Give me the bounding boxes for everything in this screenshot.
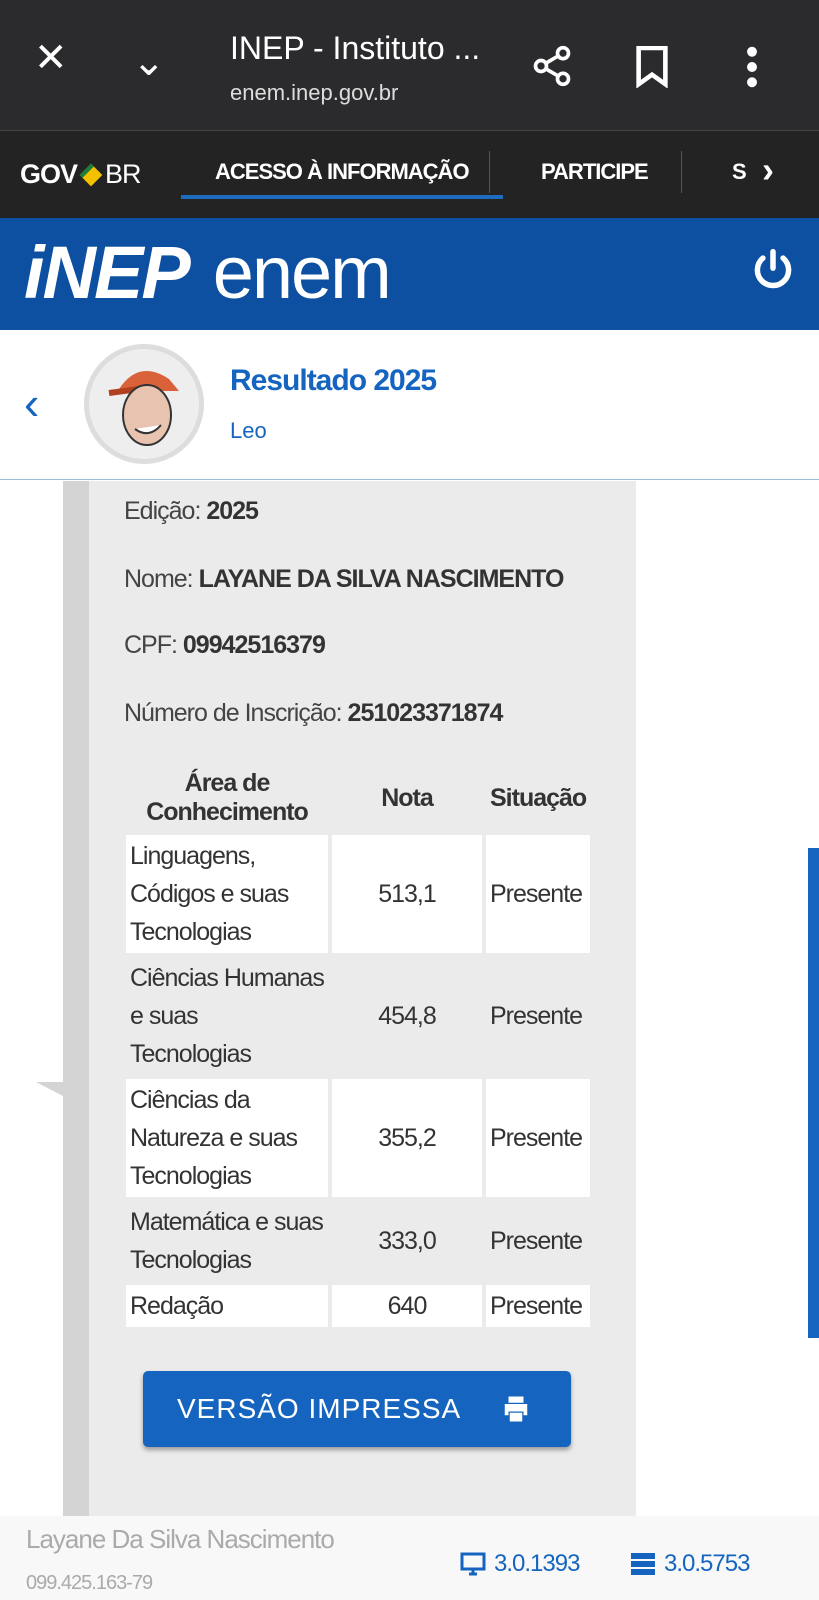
power-icon[interactable] bbox=[751, 248, 795, 292]
table-row: Matemática e suas Tecnologias 333,0 Presente bbox=[130, 1208, 583, 1274]
footer-cpf: 099.425.163-79 bbox=[26, 1572, 153, 1594]
share-icon[interactable] bbox=[530, 44, 574, 88]
back-chevron-icon[interactable]: ‹ bbox=[24, 377, 40, 429]
col-nota: Nota bbox=[381, 783, 433, 812]
close-icon[interactable]: ✕ bbox=[34, 36, 68, 80]
table-row: Ciências da Natureza e suas Tecnologias 355,2 Presente bbox=[126, 1079, 590, 1197]
print-version-button[interactable]: VERSÃO IMPRESSA bbox=[143, 1371, 571, 1447]
inscricao-field: Número de Inscrição: 251023371874 bbox=[124, 699, 503, 727]
user-nickname: Leo bbox=[230, 418, 267, 443]
cpf-field: CPF: 09942516379 bbox=[124, 631, 325, 659]
page-title: INEP - Instituto ... bbox=[230, 30, 481, 66]
more-menu-icon[interactable] bbox=[744, 46, 760, 88]
nav-more[interactable]: S bbox=[732, 159, 746, 184]
edicao-field: Edição: 2025 bbox=[124, 497, 258, 525]
table-row: Redação 640 Presente bbox=[126, 1285, 590, 1327]
col-situacao: Situação bbox=[490, 783, 587, 812]
bookmark-icon[interactable] bbox=[634, 46, 670, 88]
chevron-right-icon[interactable]: › bbox=[762, 149, 774, 190]
scores-table bbox=[122, 761, 594, 1331]
inep-enem-logo[interactable]: iNEP enem bbox=[24, 231, 390, 314]
server-version: 3.0.5753 bbox=[630, 1550, 749, 1578]
monitor-icon bbox=[460, 1552, 486, 1576]
result-panel bbox=[89, 481, 636, 1516]
nome-field: Nome: LAYANE DA SILVA NASCIMENTO bbox=[124, 565, 564, 593]
side-tab[interactable] bbox=[808, 848, 819, 1338]
col-area: Área de Conhecimento bbox=[146, 769, 308, 826]
table-row: Linguagens, Códigos e suas Tecnologias 513,1 Presente bbox=[126, 835, 590, 953]
page-url[interactable]: enem.inep.gov.br bbox=[230, 80, 399, 105]
nav-acesso-informacao[interactable]: ACESSO À INFORMAÇÃO bbox=[181, 159, 503, 199]
result-title: Resultado 2025 bbox=[230, 364, 437, 397]
table-row: Ciências Humanas e suas Tecnologias 454,8 Presente bbox=[130, 964, 583, 1068]
nav-participe[interactable]: PARTICIPE bbox=[541, 159, 648, 184]
profile-header bbox=[0, 330, 819, 480]
inep-header bbox=[0, 218, 819, 330]
server-icon bbox=[630, 1552, 656, 1576]
gov-bar bbox=[0, 130, 819, 218]
client-version: 3.0.1393 bbox=[460, 1550, 579, 1578]
printer-icon bbox=[501, 1394, 531, 1424]
footer-user-name: Layane Da Silva Nascimento bbox=[26, 1524, 334, 1554]
gov-br-logo[interactable]: GOV BR bbox=[20, 159, 141, 189]
chevron-down-icon[interactable]: ⌄ bbox=[132, 40, 166, 84]
footer bbox=[0, 1516, 819, 1600]
browser-toolbar bbox=[0, 0, 819, 130]
avatar bbox=[84, 344, 204, 464]
